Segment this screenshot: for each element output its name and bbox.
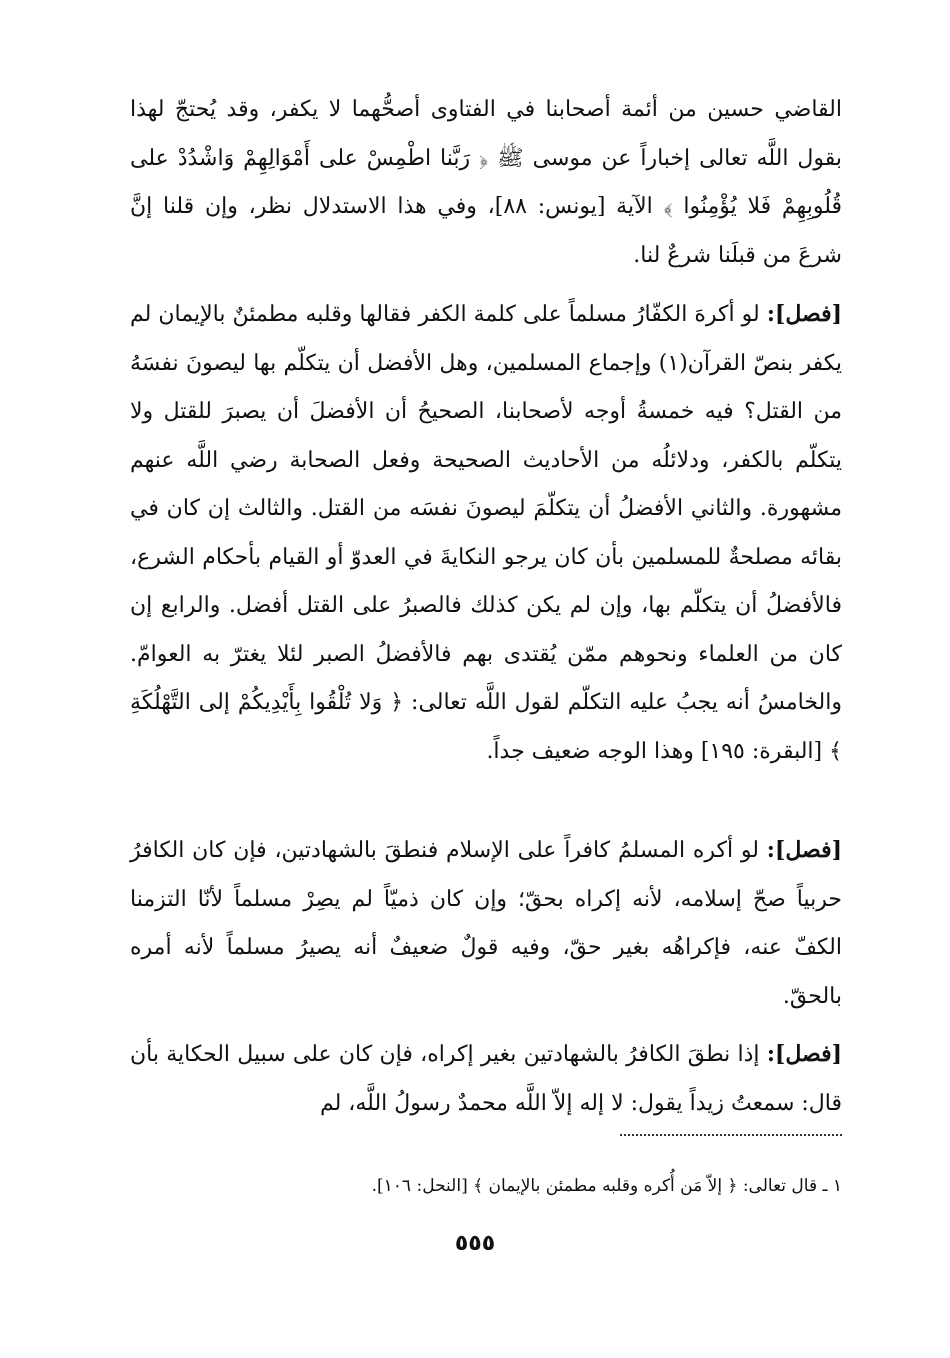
- paragraph-text: القاضي حسين من أئمة أصحابنا في الفتاوى أصحُّهما لا يكفر، وقد يُحتجّ لهذا بقول اللَّه تعالى إخباراً عن موسى ﷺ ﴿ رَبَّنا اطْمِسْ على أَمْوَالِهِمْ وَاشْدُدْ على قُلُوبِهِمْ فَلا يُؤْمِنُوا ﴾ الآية [يونس: ٨٨]، وفي هذا الاستدلال نظر، وإن قلنا إنَّ شرعَ من قبلَنا شرعٌ لنا.: [130, 97, 842, 268]
- section-label: [فصل]:: [766, 837, 842, 863]
- paragraph-continuation: [130, 86, 842, 280]
- paragraph-fasl-coercion: [130, 290, 842, 776]
- paragraph-fasl-forced-conversion: [130, 826, 842, 1021]
- paragraph-text: لو أكرهَ الكفّارُ مسلماً على كلمة الكفر فقالها وقلبه مطمئنٌ بالإيمان لم يكفر بنصّ القرآن(١) وإجماع المسلمين، وهل الأفضل أن يتكلّم بها ليصونَ نفسَهُ من القتل؟ فيه خمسةُ أوجه لأصحابنا، الصحيحُ أن الأفضلَ أن يصبرَ للقتل ولا يتكلّم بالكفر، ودلائلُه من الأحاديث الصحيحة وفعل الصحابة رضي اللَّه عنهم مشهورة. والثاني الأفضلُ أن يتكلّمَ ليصونَ نفسَه من القتل. والثالث إن كان في بقائه مصلحةٌ للمسلمين بأن كان يرجو النكايةَ في العدوّ أو القيام بأحكام الشرع، فالأفضلُ أن يتكلّم بها، وإن لم يكن كذلك فالصبرُ على القتل أفضل. والرابع إن كان من العلماء ونحوهم ممّن يُقتدى بهم فالأفضلُ الصبر لئلا يغترّ به العوامّ. والخامسُ أنه يجبُ عليه التكلّم لقول اللَّه تعالى: ﴿ وَلا تُلْقُوا بِأَيْدِيكُمْ إلى التَّهْلُكَةِ ﴾ [البقرة: ١٩٥] وهذا الوجه ضعيف جداً.: [130, 302, 842, 764]
- footnote: ١ ـ قال تعالى: ﴿ إلاّ مَن أُكره وقلبه مطمئن بالإيمان ﴾ [النحل: ١٠٦].: [371, 1176, 842, 1196]
- paragraph-text: إذا نطقَ الكافرُ بالشهادتين بغير إكراه، فإن كان على سبيل الحكاية بأن قال: سمعتُ زيداً يقول: لا إله إلاّ اللَّه محمدٌ رسولُ اللَّه، لم: [130, 1042, 842, 1116]
- paragraph-text: لو أكره المسلمُ كافراً على الإسلام فنطقَ بالشهادتين، فإن كان الكافرُ حربياً صحّ إسلامه، لأنه إكراه بحقّ؛ وإن كان ذميّاً لم يصِرْ مسلماً لأنّا التزمنا الكفّ عنه، فإكراهُه بغير حقّ، وفيه قولٌ ضعيفٌ أنه يصيرُ مسلماً لأنه أمره بالحقّ.: [130, 838, 842, 1009]
- section-label: [فصل]:: [766, 301, 843, 327]
- section-label: [فصل]:: [766, 1041, 843, 1067]
- paragraph-fasl-shahada: [130, 1030, 842, 1128]
- footnote-separator: [620, 1134, 842, 1136]
- page-number: ٥٥٥: [454, 1231, 496, 1256]
